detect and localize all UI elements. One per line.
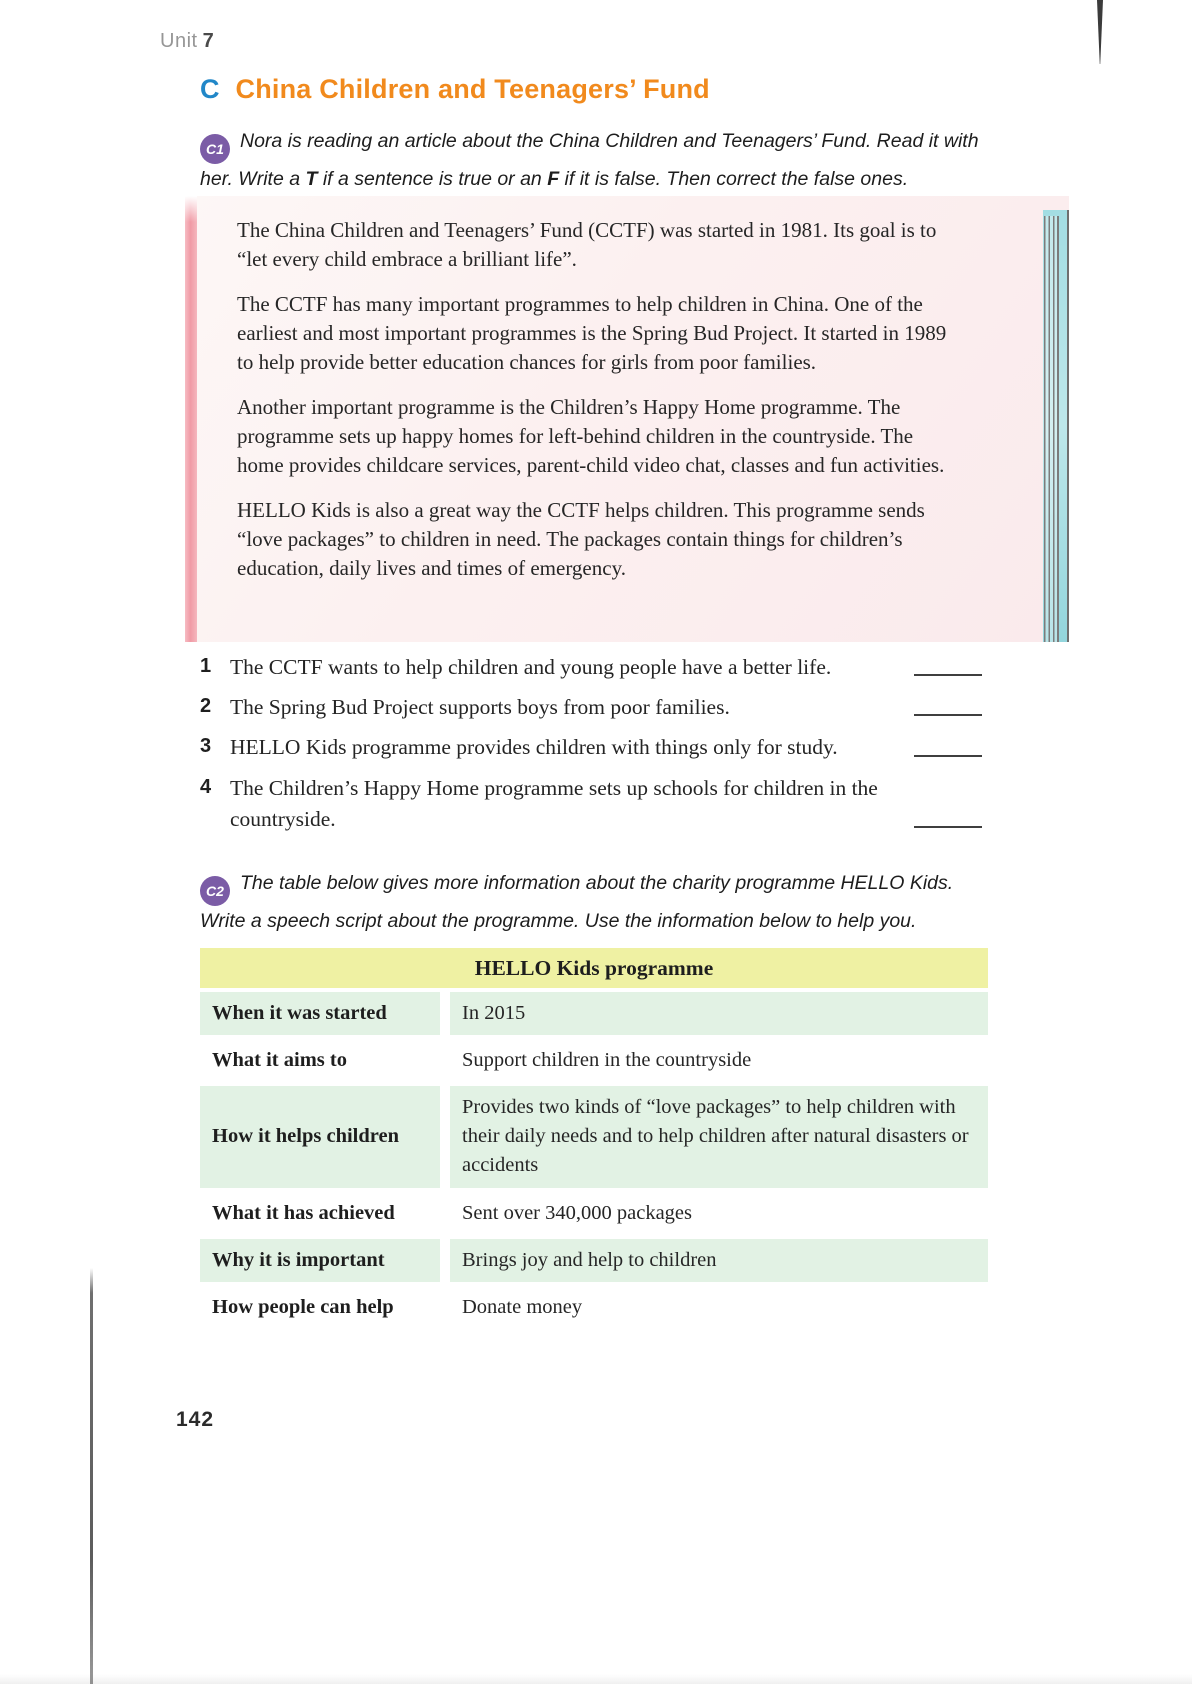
instruction-bold-f: F — [547, 168, 560, 191]
question-text: The CCTF wants to help children and young people have a better life. — [230, 655, 832, 679]
page-stack-lines — [1044, 216, 1059, 642]
instruction-text: Nora is reading an article about the China Children and Teenagers’ Fund. Read it with her. Write a — [200, 130, 979, 191]
question-item — [200, 773, 982, 835]
unit-label: Unit — [160, 30, 198, 52]
true-false-questions — [200, 652, 982, 844]
page-fold-line — [90, 1268, 93, 1684]
question-number: 2 — [200, 695, 212, 718]
unit-number: 7 — [202, 30, 215, 52]
row-label: What it aims to — [200, 1039, 440, 1082]
unit-header — [160, 30, 214, 53]
section-letter: C — [200, 74, 220, 104]
table-row — [200, 1086, 988, 1187]
passage-strip-fade — [185, 196, 197, 222]
hello-kids-table — [200, 948, 988, 1333]
passage-paragraph: The CCTF has many important programmes to help children in China. One of the earliest and most important programmes is the Spring Bud Project. It started in 1989 to help provide better education chances for girls from poor families. — [237, 291, 947, 374]
question-text: The Spring Bud Project supports boys from poor families. — [230, 695, 730, 720]
instruction-text: if it is false. Then correct the false ones. — [559, 168, 909, 191]
question-number: 4 — [200, 775, 212, 798]
passage-left-strip — [185, 196, 197, 642]
exercise-c2-badge: C2 — [200, 876, 230, 906]
row-label: How people can help — [200, 1286, 440, 1329]
question-text: HELLO Kids programme provides children with things only for study. — [230, 735, 838, 760]
answer-blank — [914, 674, 982, 676]
passage-paragraph: HELLO Kids is also a great way the CCTF helps children. This programme sends “love packages” to children in need. The packages contain things for children’s education, daily lives and times of emergency. — [237, 497, 925, 580]
row-value: Brings joy and help to children — [450, 1239, 988, 1282]
row-label: How it helps children — [200, 1086, 440, 1187]
exercise-c1-instruction — [200, 126, 1000, 195]
answer-blank — [914, 755, 982, 757]
section-title: China Children and Teenagers’ Fund — [235, 74, 710, 104]
table-row — [200, 992, 988, 1035]
reading-passage — [185, 196, 1069, 642]
passage-paragraph: Another important programme is the Children’s Happy Home programme. The programme sets up happy homes for left-behind children in the countryside. The home provides childcare services, parent-child video chat, classes and fun activities. — [237, 394, 945, 477]
table-row — [200, 1039, 988, 1082]
row-value: Provides two kinds of “love packages” to help children with their daily needs and to help children after natural disasters or accidents — [450, 1086, 988, 1187]
bottom-scan-shadow — [0, 1674, 1192, 1684]
page-number: 142 — [176, 1408, 215, 1431]
question-item — [200, 652, 982, 683]
question-number: 1 — [200, 655, 212, 677]
answer-blank — [914, 826, 982, 828]
section-header — [200, 74, 710, 105]
exercise-c1-badge: C1 — [200, 134, 230, 164]
table-row — [200, 1239, 988, 1282]
question-item — [200, 732, 982, 763]
row-value: Donate money — [450, 1286, 988, 1329]
instruction-bold-t: T — [305, 168, 318, 191]
row-label: What it has achieved — [200, 1192, 440, 1235]
exercise-c2-instruction — [200, 868, 1000, 937]
instruction-text: The table below gives more information about the charity programme HELLO Kids. Write a speech script about the programme. Use the information below to help you. — [200, 872, 954, 933]
row-label: Why it is important — [200, 1239, 440, 1282]
table-row — [200, 1192, 988, 1235]
row-label: When it was started — [200, 992, 440, 1035]
row-value: Support children in the countryside — [450, 1039, 988, 1082]
scan-artifact-mark — [1094, 0, 1106, 64]
instruction-text: if a sentence is true or an — [317, 168, 548, 191]
passage-paragraph: The China Children and Teenagers’ Fund (CCTF) was started in 1981. Its goal is to “let every child embrace a brilliant life”. — [237, 218, 937, 271]
row-value: In 2015 — [450, 992, 988, 1035]
question-number: 3 — [200, 735, 212, 758]
table-row — [200, 1286, 988, 1329]
page-stack-edge — [1043, 210, 1069, 642]
answer-blank — [914, 714, 982, 716]
row-value: Sent over 340,000 packages — [450, 1192, 988, 1235]
question-text: The Children’s Happy Home programme sets up schools for children in the countryside. — [230, 775, 878, 831]
table-title: HELLO Kids programme — [200, 948, 988, 988]
question-item — [200, 692, 982, 723]
